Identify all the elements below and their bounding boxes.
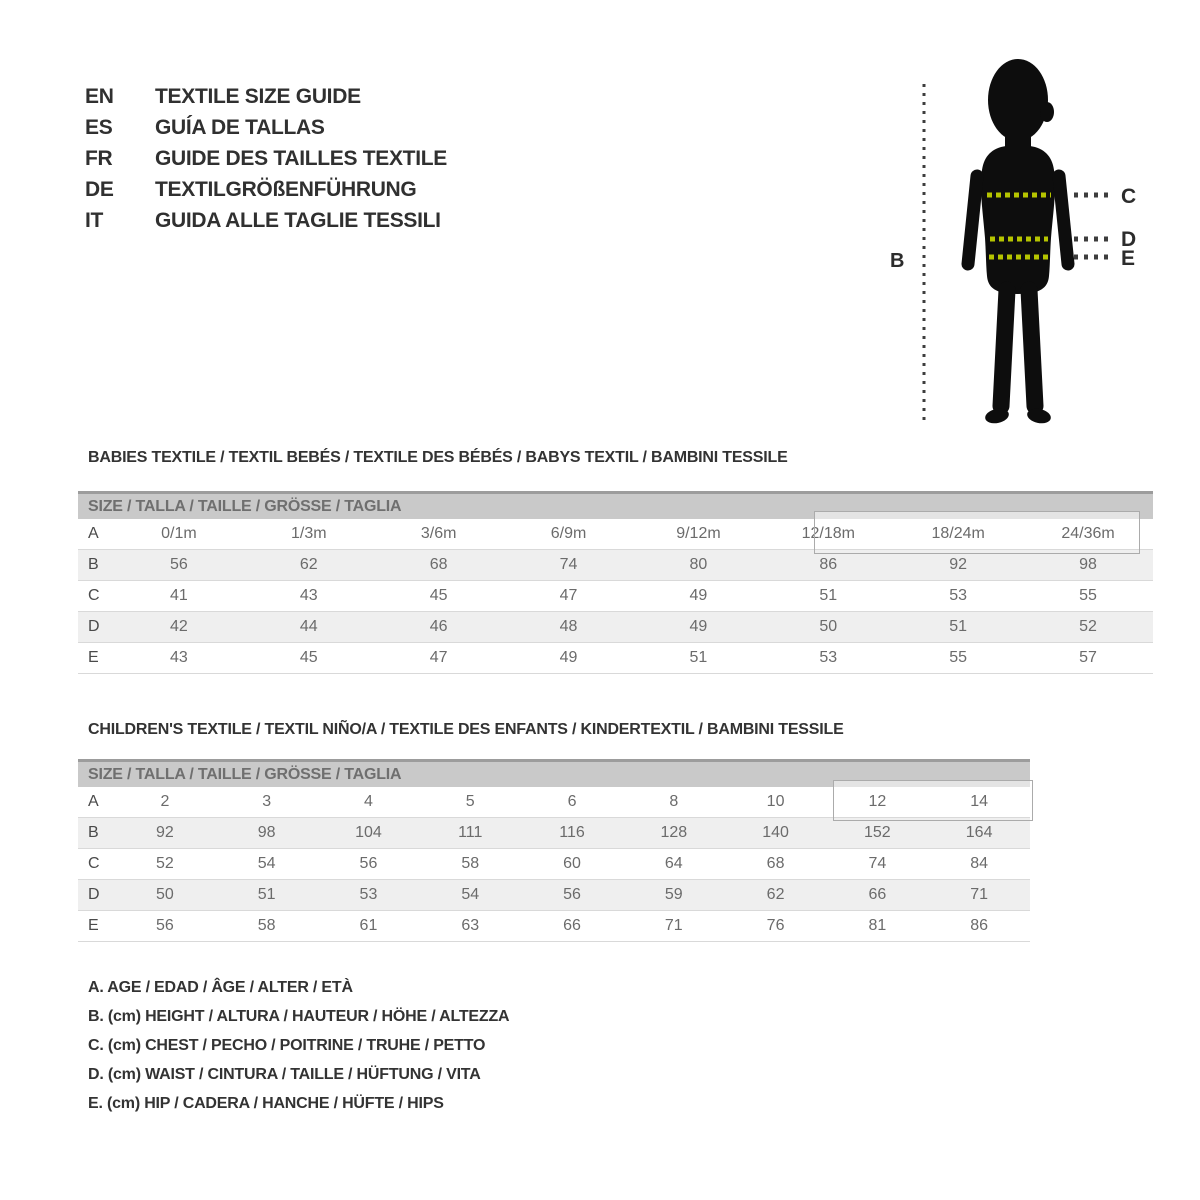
- table-cell: 56: [359, 855, 378, 872]
- table-cell: 45: [429, 587, 448, 604]
- table-cell: 74: [559, 556, 578, 573]
- table-cell: 52: [155, 855, 174, 872]
- table-cell: 60: [563, 855, 581, 872]
- table-cell: 3: [262, 793, 272, 810]
- legend-line-height: B. (cm) HEIGHT / ALTURA / HAUTEUR / HÖHE / ALTEZZA: [88, 1008, 510, 1025]
- row-label: C: [88, 855, 100, 872]
- children-section-title: CHILDREN'S TEXTILE / TEXTIL NIÑO/A / TEXTILE DES ENFANTS / KINDERTEXTIL / BAMBINI TESSILE: [88, 721, 844, 738]
- row-label: B: [88, 824, 99, 841]
- legend-line-hip: E. (cm) HIP / CADERA / HANCHE / HÜFTE / HIPS: [88, 1095, 444, 1112]
- table-cell: 55: [949, 649, 968, 666]
- table-cell: 9/12m: [676, 525, 721, 542]
- language-title-list: [85, 81, 447, 236]
- language-row-de: [85, 174, 447, 205]
- measurement-figure: [878, 48, 1178, 448]
- babies-size-table: [78, 491, 1153, 674]
- table-cell: 51: [949, 618, 968, 635]
- table-cell: 92: [949, 556, 968, 573]
- table-cell: 84: [970, 855, 989, 872]
- table-row-d: [78, 612, 1153, 643]
- height-label-b: B: [890, 250, 905, 272]
- table-cell: 164: [965, 824, 993, 841]
- row-label: A: [88, 793, 99, 810]
- language-code: EN: [85, 85, 114, 108]
- table-cell: 56: [170, 556, 188, 573]
- row-label: D: [88, 886, 100, 903]
- table-cell: 14: [970, 793, 989, 810]
- table-cell: 152: [864, 824, 891, 841]
- table-cell: 1/3m: [291, 525, 327, 542]
- table-cell: 104: [355, 824, 382, 841]
- silhouette-right-arm: [1059, 176, 1068, 264]
- table-cell: 62: [766, 886, 785, 903]
- table-cell: 71: [664, 917, 683, 934]
- table-cell: 8: [669, 793, 679, 810]
- table-cell: 80: [689, 556, 708, 573]
- language-title: GUÍA DE TALLAS: [155, 116, 325, 139]
- chest-label-c: C: [1121, 185, 1137, 208]
- silhouette-right-leg: [1029, 290, 1035, 406]
- table-cell: 116: [559, 824, 585, 841]
- silhouette-ear: [1040, 102, 1054, 122]
- measurement-legend: [88, 973, 509, 1118]
- table-cell: 43: [299, 587, 318, 604]
- table-row-e: [78, 911, 1030, 942]
- table-cell: 53: [949, 587, 968, 604]
- children-size-table: [78, 759, 1030, 942]
- table-cell: 47: [559, 587, 578, 604]
- table-cell: 63: [461, 917, 480, 934]
- table-cell: 24/36m: [1061, 525, 1115, 542]
- table-cell: 18/24m: [931, 525, 985, 542]
- table-cell: 12/18m: [801, 525, 855, 542]
- table-cell: 51: [689, 649, 708, 666]
- table-cell: 59: [664, 886, 683, 903]
- language-row-fr: [85, 143, 447, 174]
- table-cell: 71: [970, 886, 989, 903]
- table-cell: 48: [559, 618, 578, 635]
- table-cell: 140: [762, 824, 789, 841]
- table-cell: 6/9m: [550, 525, 587, 542]
- table-cell: 6: [567, 793, 577, 810]
- child-silhouette: [968, 59, 1068, 425]
- row-label: B: [88, 556, 99, 573]
- table-cell: 61: [359, 917, 378, 934]
- child-silhouette-diagram: [878, 48, 1178, 448]
- language-title: GUIDE DES TAILLES TEXTILE: [155, 147, 447, 170]
- language-code: ES: [85, 116, 113, 139]
- table-cell: 92: [155, 824, 174, 841]
- table-cell: 56: [563, 886, 581, 903]
- table-cell: 128: [660, 824, 688, 841]
- table-cell: 0/1m: [161, 525, 197, 542]
- table-cell: 12: [868, 793, 887, 810]
- table-row-c: [78, 849, 1030, 880]
- table-cell: 74: [868, 855, 887, 872]
- table-cell: 68: [429, 556, 448, 573]
- table-row-b: [78, 818, 1030, 849]
- table-cell: 51: [257, 886, 276, 903]
- table-cell: 54: [257, 855, 276, 872]
- legend-line-chest: C. (cm) CHEST / PECHO / POITRINE / TRUHE / PETTO: [88, 1037, 486, 1054]
- table-cell: 98: [1079, 556, 1097, 573]
- table-cell: 86: [819, 556, 838, 573]
- table-cell: 10: [766, 793, 785, 810]
- table-cell: 49: [689, 618, 708, 635]
- table-header-size: SIZE / TALLA / TAILLE / GRÖSSE / TAGLIA: [78, 759, 1030, 787]
- waist-label-d: D: [1121, 228, 1137, 251]
- table-cell: 53: [819, 649, 838, 666]
- table-cell: 47: [429, 649, 448, 666]
- table-cell: 49: [689, 587, 708, 604]
- row-label: A: [88, 525, 99, 542]
- table-row-e: [78, 643, 1153, 674]
- table-cell: 68: [766, 855, 785, 872]
- table-row-a: [78, 519, 1153, 550]
- language-title: TEXTILE SIZE GUIDE: [155, 85, 361, 108]
- table-cell: 51: [819, 587, 838, 604]
- table-header-size: SIZE / TALLA / TAILLE / GRÖSSE / TAGLIA: [78, 491, 1153, 519]
- table-cell: 98: [257, 824, 276, 841]
- language-code: DE: [85, 178, 114, 201]
- language-row-es: [85, 112, 447, 143]
- table-cell: 66: [868, 886, 887, 903]
- row-label: C: [88, 587, 100, 604]
- language-row-it: [85, 205, 447, 236]
- table-cell: 58: [461, 855, 480, 872]
- table-cell: 46: [429, 618, 448, 635]
- language-title: TEXTILGRÖßENFÜHRUNG: [155, 178, 417, 201]
- table-row-c: [78, 581, 1153, 612]
- table-cell: 58: [257, 917, 276, 934]
- babies-section-title: BABIES TEXTILE / TEXTIL BEBÉS / TEXTILE DES BÉBÉS / BABYS TEXTIL / BAMBINI TESSILE: [88, 449, 788, 466]
- table-cell: 54: [461, 886, 480, 903]
- row-label: E: [88, 649, 99, 666]
- language-code: FR: [85, 147, 113, 170]
- table-cell: 42: [170, 618, 188, 635]
- legend-line-waist: D. (cm) WAIST / CINTURA / TAILLE / HÜFTUNG / VITA: [88, 1066, 481, 1083]
- table-cell: 50: [155, 886, 174, 903]
- row-label: D: [88, 618, 100, 635]
- silhouette-torso: [981, 132, 1055, 294]
- table-cell: 53: [359, 886, 378, 903]
- silhouette-left-arm: [968, 176, 977, 264]
- legend-line-age: A. AGE / EDAD / ÂGE / ALTER / ETÀ: [88, 979, 353, 996]
- table-cell: 86: [970, 917, 989, 934]
- row-label: E: [88, 917, 99, 934]
- table-cell: 56: [155, 917, 174, 934]
- table-cell: 2: [160, 793, 170, 810]
- table-cell: 76: [766, 917, 785, 934]
- table-cell: 66: [563, 917, 581, 934]
- table-cell: 55: [1079, 587, 1097, 604]
- table-cell: 49: [559, 649, 578, 666]
- table-cell: 4: [364, 793, 373, 810]
- language-title: GUIDA ALLE TAGLIE TESSILI: [155, 209, 441, 232]
- table-cell: 5: [465, 793, 475, 810]
- hip-label-e: E: [1121, 247, 1136, 270]
- table-row-a: [78, 787, 1030, 818]
- table-row-b: [78, 550, 1153, 581]
- table-cell: 41: [170, 587, 188, 604]
- table-cell: 45: [299, 649, 318, 666]
- table-cell: 50: [819, 618, 838, 635]
- table-cell: 62: [299, 556, 318, 573]
- table-cell: 52: [1079, 618, 1097, 635]
- table-cell: 111: [458, 824, 483, 841]
- table-cell: 43: [170, 649, 188, 666]
- language-row-en: [85, 81, 447, 112]
- table-cell: 81: [868, 917, 887, 934]
- table-cell: 3/6m: [420, 525, 457, 542]
- table-cell: 64: [664, 855, 683, 872]
- language-code: IT: [85, 209, 104, 232]
- table-cell: 57: [1079, 649, 1097, 666]
- silhouette-left-leg: [1001, 290, 1007, 406]
- table-cell: 44: [299, 618, 318, 635]
- table-row-d: [78, 880, 1030, 911]
